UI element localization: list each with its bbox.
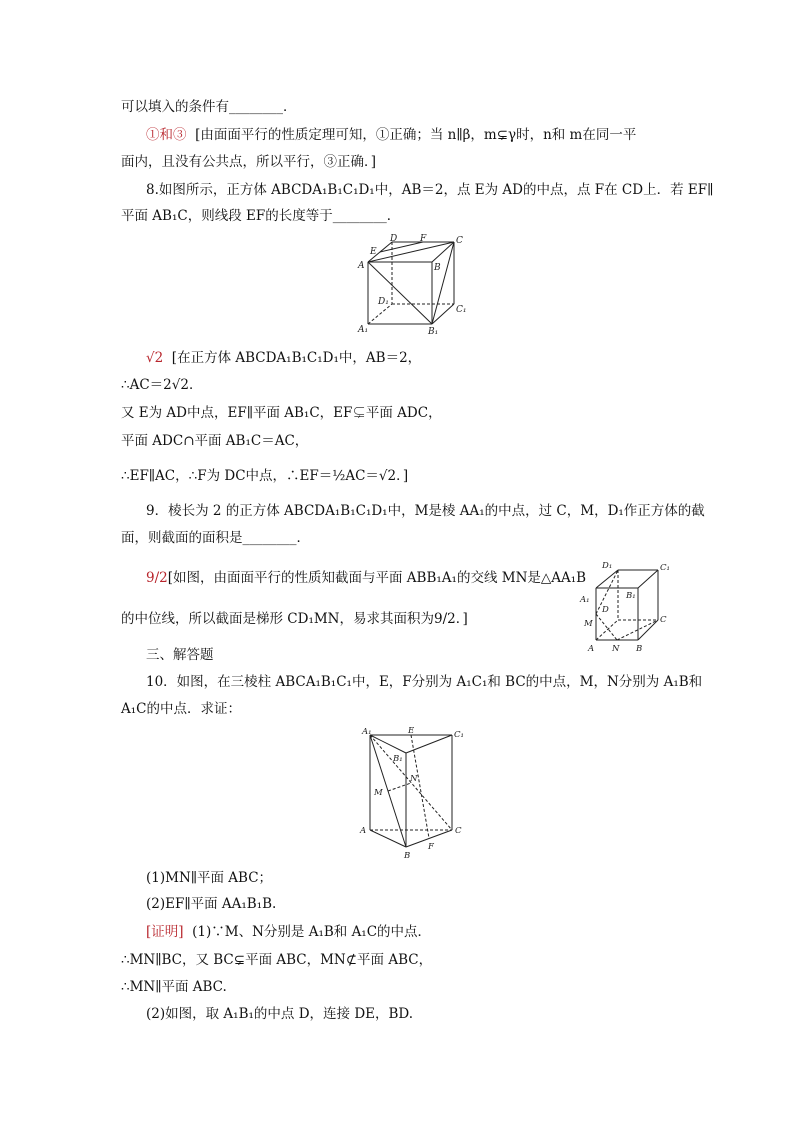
label-A1: A₁ [362,727,372,737]
proof-label: [证明] [146,924,184,940]
text-line: [证明] (1)∵M、N分别是 A₁B和 A₁C的中点． [146,924,432,940]
question-10: 10．如图，在三棱柱 ABCA₁B₁C₁中，E，F分别为 A₁C₁和 BC的中点，M，N分别为 A₁B和 [146,674,703,690]
text-line: 面内，且没有公共点，所以平行，③正确．] [121,154,377,170]
label-E: E [408,726,415,736]
text-line: 面，则截面的面积是________． [121,530,310,546]
label-F: F [420,234,427,244]
label-A: A [360,826,367,836]
text-line: 的中位线，所以截面是梯形 CD₁MN，易求其面积为9/2．] [121,611,468,627]
label-B: B [434,263,441,273]
label-A1: A₁ [580,595,590,605]
text-line: 平面 AB₁C，则线段 EF的长度等于________． [121,208,401,224]
label-C1: C₁ [456,305,467,315]
label-C: C [660,615,667,625]
label-A: A [358,261,365,271]
text-line: 又 E为 AD中点，EF∥平面 AB₁C，EF⊊平面 ADC， [121,405,442,421]
label-D1: D₁ [378,297,389,307]
text-line: (2)EF∥平面 AA₁B₁B. [146,896,277,912]
answer-label: √2 [146,350,164,366]
label-C1: C₁ [660,563,670,573]
answer-label: 9/2 [146,570,168,586]
label-E: E [370,247,377,257]
label-N: N [410,774,418,784]
label-N: N [612,644,620,654]
label-M: M [374,788,383,798]
label-F: F [428,842,434,852]
cube-figure [352,232,472,344]
label-C1: C₁ [454,730,464,740]
label-D1: D₁ [602,561,613,571]
text-line: ∴AC＝2√2． [121,377,203,393]
label-B1: B₁ [428,327,439,337]
text-line: 平面 ADC∩平面 AB₁C＝AC， [121,433,309,449]
section-heading: 三、解答题 [146,647,214,663]
prism-figure [350,725,475,864]
text-line: ∴MN∥BC，又 BC⊊平面 ABC，MN⊄平面 ABC， [121,952,433,968]
text-line: √2 [在正方体 ABCDA₁B₁C₁D₁中，AB＝2， [146,350,422,366]
text-line: 9/2[如图，由面面平行的性质知截面与平面 ABB₁A₁的交线 MN是△AA₁B [146,570,587,586]
label-D: D [602,605,609,615]
answer-label: ①和③ [146,127,187,143]
label-B1: B₁ [626,591,636,601]
label-B1: B₁ [393,754,403,764]
text-line: ∴MN∥平面 ABC. [121,979,227,995]
question-9: 9．棱长为 2 的正方体 ABCDA₁B₁C₁D₁中，M是棱 AA₁的中点，过 C，M，D₁作正方体的截 [146,503,705,519]
text-line: 可以填入的条件有________． [121,99,297,115]
label-C: C [456,236,463,246]
text-line: ①和③ [由面面平行的性质定理可知，①正确；当 n∥β，m⊊γ时，n和 m在同一平 [146,127,637,143]
label-C: C [455,826,462,836]
label-M: M [584,619,593,629]
label-A: A [588,644,595,654]
label-A1: A₁ [358,325,369,335]
label-B: B [636,644,643,654]
text-line: ∴EF∥AC，∴F为 DC中点，∴EF＝½AC＝√2．] [121,468,409,484]
label-D: D [390,234,398,244]
text-line: A₁C的中点．求证： [121,701,241,717]
label-B: B [404,851,411,860]
question-8: 8.如图所示，正方体 ABCDA₁B₁C₁D₁中，AB＝2，点 E为 AD的中点，点 F在 CD上．若 EF∥ [146,182,714,198]
text-line: (1)MN∥平面 ABC； [146,870,273,886]
cube-section-figure [576,558,672,658]
text-line: (2)如图，取 A₁B₁的中点 D，连接 DE，BD. [146,1006,414,1022]
